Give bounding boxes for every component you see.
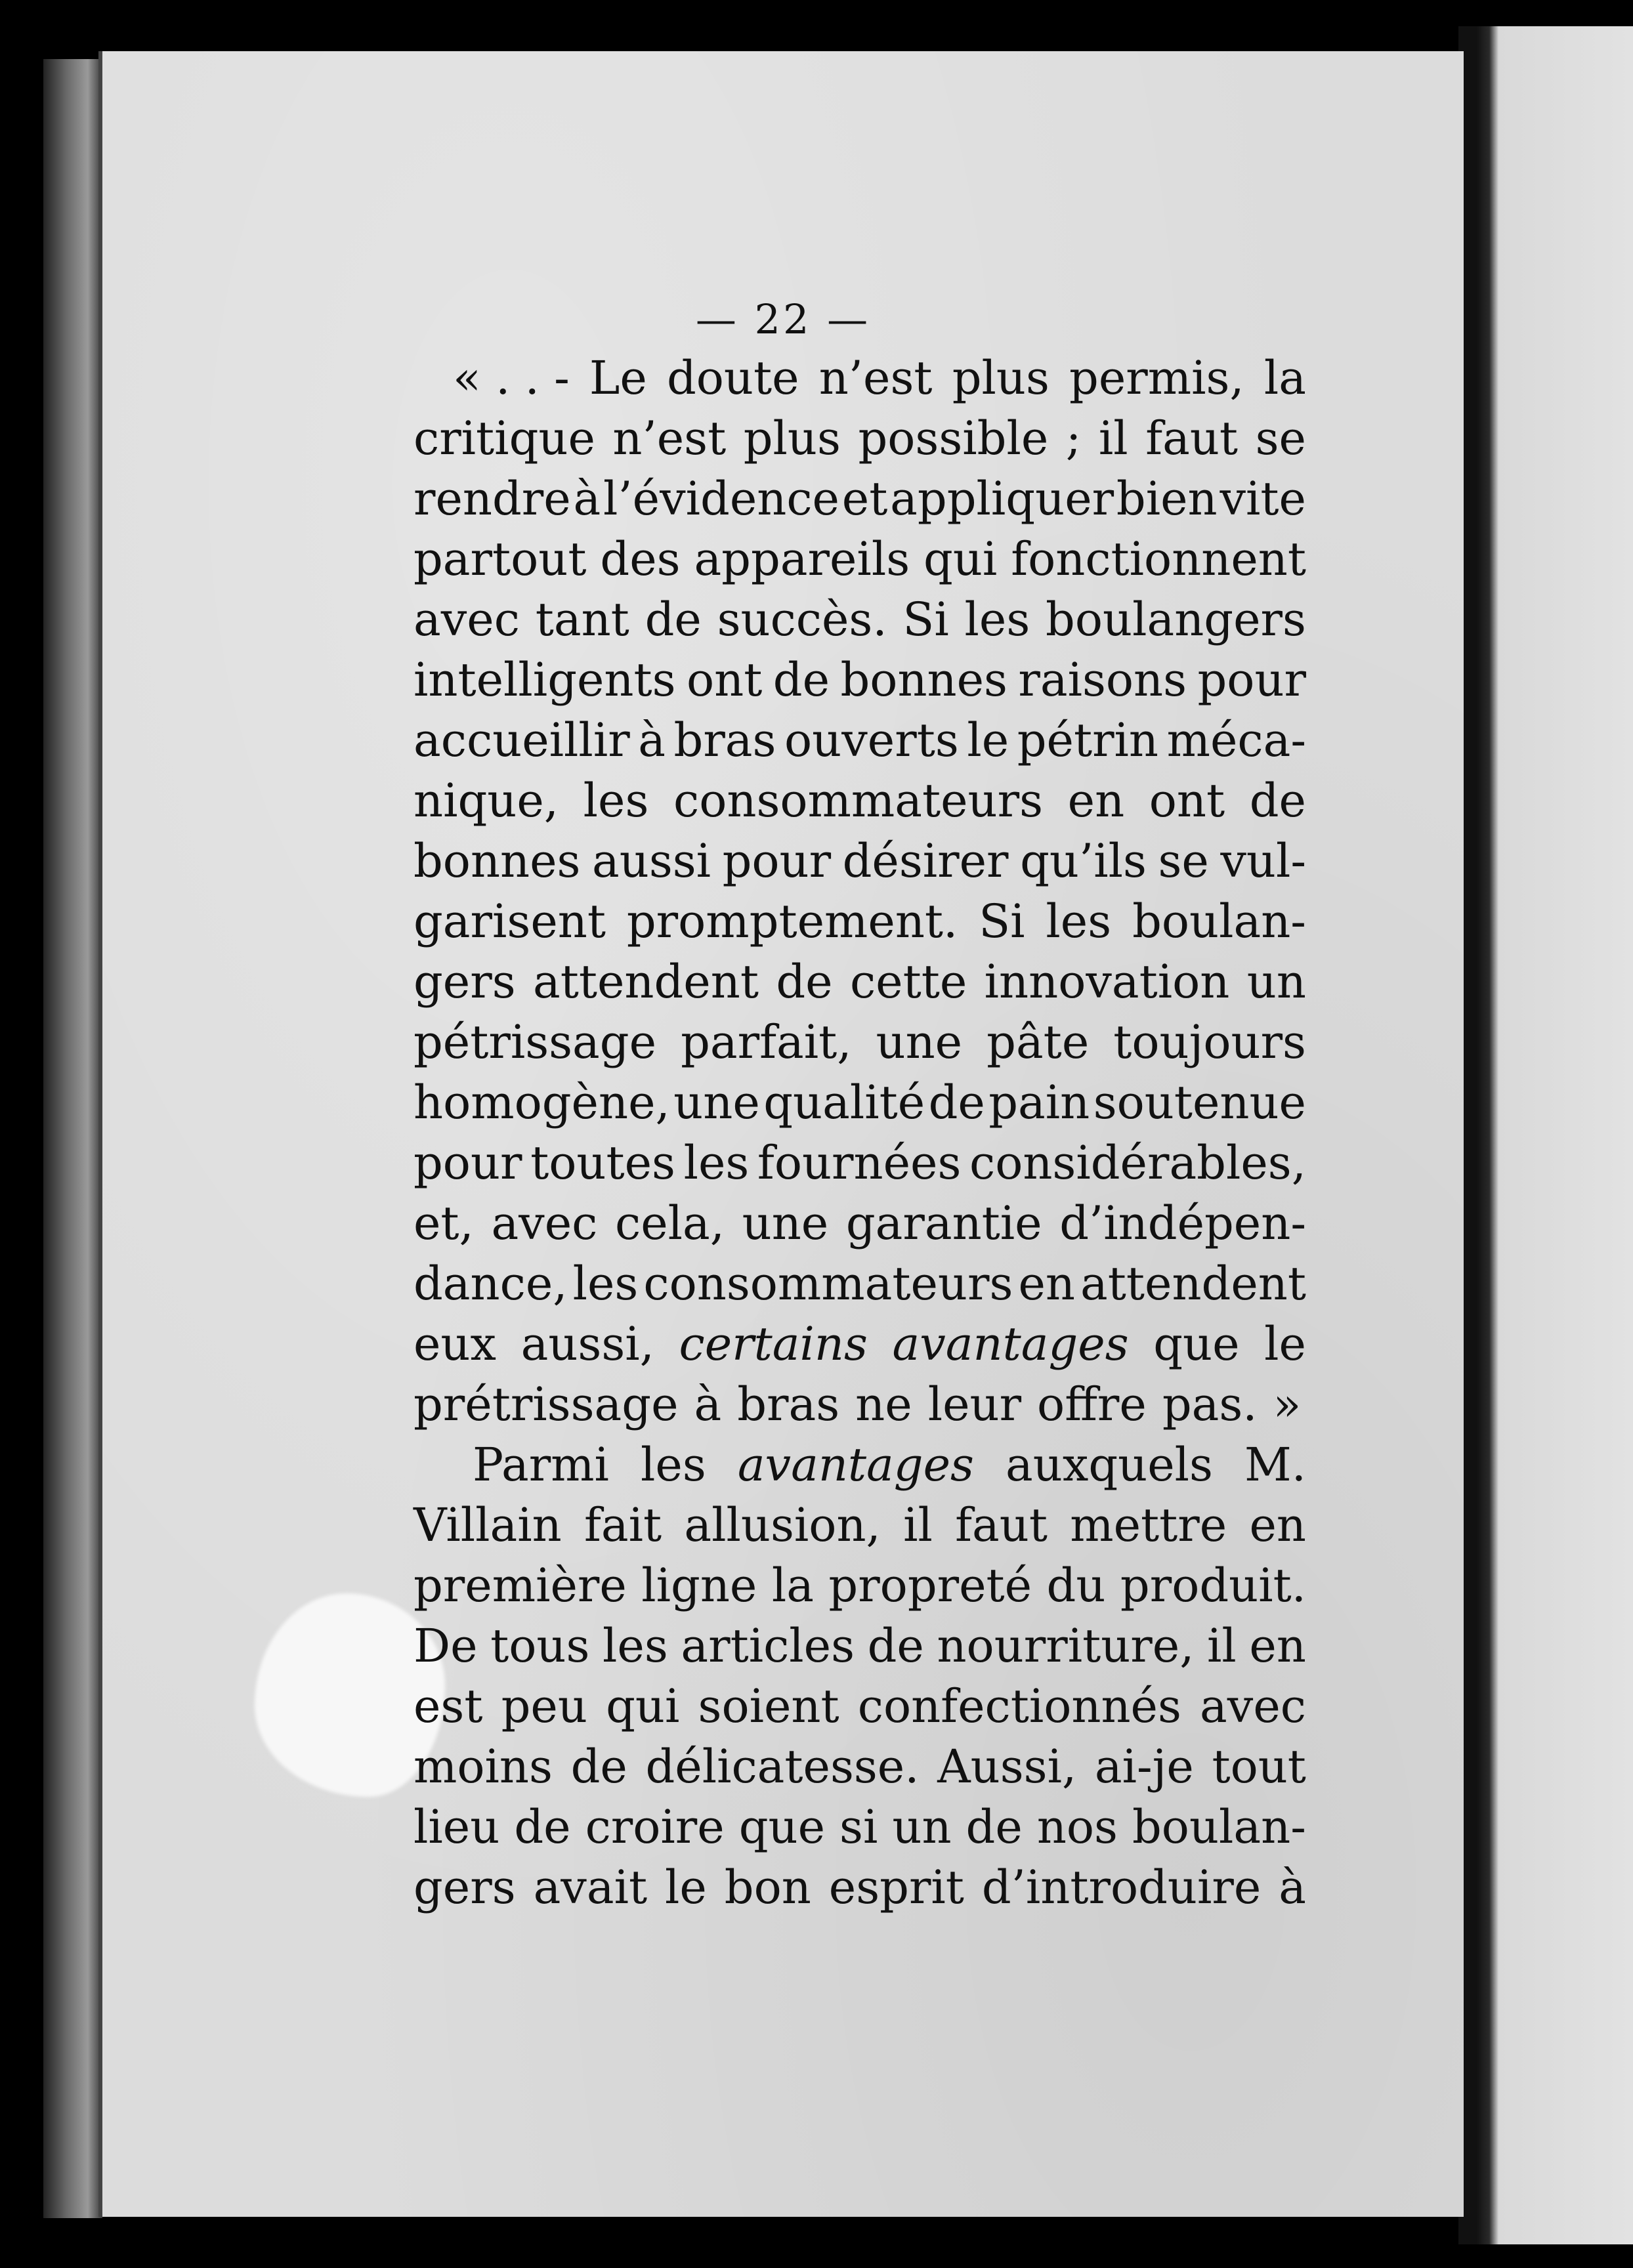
- word: les: [964, 593, 1030, 646]
- text-line: [414, 1555, 1306, 1616]
- word: boulan-: [1132, 894, 1306, 948]
- word: consommateurs: [643, 1257, 1013, 1311]
- word: Parmi: [473, 1438, 609, 1492]
- word: que: [738, 1800, 826, 1854]
- word: le: [665, 1860, 707, 1914]
- word: Le: [589, 351, 647, 405]
- word: qu’ils: [1020, 834, 1147, 888]
- word: il: [1098, 411, 1128, 465]
- word: nique,: [414, 774, 559, 828]
- word: fonctionnent: [1011, 532, 1306, 586]
- word: prétrissage: [414, 1377, 679, 1431]
- word: des: [600, 532, 681, 586]
- word: à: [1279, 1860, 1306, 1914]
- word: esprit: [828, 1860, 964, 1914]
- word: tout: [1212, 1740, 1306, 1794]
- word: eux: [414, 1317, 496, 1371]
- word: si: [839, 1800, 878, 1854]
- word: de: [1249, 774, 1306, 828]
- word: Si: [979, 894, 1025, 948]
- text-line: [414, 1374, 1306, 1435]
- word: la: [771, 1559, 814, 1612]
- word: produit.: [1120, 1559, 1306, 1612]
- word: innovation: [984, 955, 1230, 1009]
- word: première: [414, 1559, 627, 1612]
- word: méca-: [1166, 713, 1306, 767]
- word: appareils: [694, 532, 910, 586]
- word: parfait,: [681, 1015, 852, 1069]
- word: du: [1046, 1559, 1106, 1612]
- word: pain: [988, 1076, 1090, 1129]
- word: tous: [490, 1619, 590, 1673]
- word: pâte: [986, 1015, 1090, 1069]
- text-line: [414, 1193, 1306, 1253]
- text-line: [414, 1797, 1306, 1857]
- word: faut: [1145, 411, 1239, 465]
- word: croire: [585, 1800, 725, 1854]
- text-line: [414, 891, 1306, 952]
- text-line: [414, 1857, 1306, 1918]
- word: à: [694, 1377, 722, 1431]
- text-line: [414, 650, 1306, 710]
- word: de: [965, 1800, 1023, 1854]
- word: rendre: [414, 472, 571, 526]
- word: pétrissage: [414, 1015, 657, 1069]
- word: »: [1273, 1377, 1302, 1431]
- word: les: [603, 1619, 668, 1673]
- text-line: [414, 952, 1306, 1012]
- text-line: [414, 469, 1306, 529]
- word: certains: [679, 1317, 868, 1371]
- word: fait: [583, 1498, 662, 1552]
- word: critique: [414, 411, 595, 465]
- word: bras: [673, 713, 776, 767]
- word: bras: [737, 1377, 840, 1431]
- text-line: [414, 529, 1306, 589]
- word: M.: [1244, 1438, 1306, 1492]
- word: cette: [849, 955, 967, 1009]
- text-line: [414, 1616, 1306, 1676]
- word: avantages: [737, 1438, 974, 1492]
- word: promptement.: [626, 894, 958, 948]
- word: partout: [414, 532, 587, 586]
- word: pas.: [1162, 1377, 1258, 1431]
- text-line: [414, 1253, 1306, 1314]
- word: est: [414, 1679, 483, 1733]
- text-line: [414, 1495, 1306, 1555]
- word: avait: [533, 1860, 648, 1914]
- word: Si: [902, 593, 949, 646]
- word: les: [641, 1438, 706, 1492]
- word: nos: [1036, 1800, 1118, 1854]
- word: désirer: [842, 834, 1009, 888]
- word: que: [1153, 1317, 1240, 1371]
- word: appliquer: [890, 472, 1114, 526]
- word: il: [1207, 1619, 1237, 1673]
- word: n’est: [818, 351, 933, 405]
- word: l’évidence: [603, 472, 839, 526]
- word: attendent: [533, 955, 759, 1009]
- word: les: [1046, 894, 1112, 948]
- text-line: [414, 1072, 1306, 1133]
- word: ;: [1065, 411, 1082, 465]
- text-line: [414, 348, 1306, 408]
- word: plus: [952, 351, 1050, 405]
- word: offre: [1037, 1377, 1147, 1431]
- word: et: [841, 472, 888, 526]
- text-line: [414, 1435, 1306, 1495]
- word: auxquels: [1006, 1438, 1213, 1492]
- word: ne: [855, 1377, 912, 1431]
- word: attendent: [1080, 1257, 1306, 1311]
- word: ont: [1149, 774, 1225, 828]
- word: soient: [698, 1679, 839, 1733]
- word: à: [638, 713, 666, 767]
- word: propreté: [828, 1559, 1032, 1612]
- word: possible: [858, 411, 1049, 465]
- word: vul-: [1220, 834, 1306, 888]
- word: doute: [666, 351, 799, 405]
- word: plus: [743, 411, 841, 465]
- word: dance,: [414, 1257, 568, 1311]
- word: avec: [414, 593, 520, 646]
- word: nourriture,: [937, 1619, 1195, 1673]
- word: avec: [491, 1196, 598, 1250]
- word: tant: [535, 593, 629, 646]
- page-number: — 22 —: [695, 295, 871, 343]
- word: mettre: [1070, 1498, 1227, 1552]
- word: de: [514, 1800, 571, 1854]
- word: garantie: [845, 1196, 1042, 1250]
- word: ont: [687, 653, 763, 707]
- body-text: [414, 348, 1306, 1918]
- word: ligne: [641, 1559, 757, 1612]
- word: intelligents: [414, 653, 676, 707]
- word: à: [573, 472, 601, 526]
- word: toutes: [530, 1136, 675, 1190]
- word: garisent: [414, 894, 606, 948]
- word: faut: [955, 1498, 1048, 1552]
- word: n’est: [612, 411, 727, 465]
- word: aussi: [592, 834, 711, 888]
- text-line: [414, 589, 1306, 650]
- word: pour: [722, 834, 832, 888]
- word: bonnes: [840, 653, 1007, 707]
- text-line: [414, 408, 1306, 469]
- word: un: [1246, 955, 1306, 1009]
- word: de: [645, 593, 702, 646]
- word: avec: [1200, 1679, 1306, 1733]
- word: un: [892, 1800, 952, 1854]
- word: en: [1249, 1498, 1306, 1552]
- word: une: [742, 1196, 829, 1250]
- word: Aussi,: [937, 1740, 1077, 1794]
- word: d’introduire: [981, 1860, 1262, 1914]
- word: accueillir: [414, 713, 630, 767]
- word: de: [776, 955, 833, 1009]
- word: aussi,: [520, 1317, 654, 1371]
- text-line: [414, 710, 1306, 770]
- word: et,: [414, 1196, 474, 1250]
- word: en: [1018, 1257, 1075, 1311]
- word: une: [876, 1015, 963, 1069]
- word: Villain: [414, 1498, 562, 1552]
- word: succès.: [717, 593, 887, 646]
- word: pétrin: [1017, 713, 1159, 767]
- word: ai-je: [1094, 1740, 1194, 1794]
- word: le: [967, 713, 1009, 767]
- word: de: [773, 653, 830, 707]
- word: gers: [414, 1860, 516, 1914]
- word: raisons: [1018, 653, 1187, 707]
- word: pour: [414, 1136, 522, 1190]
- word: qui: [606, 1679, 680, 1733]
- word: boulan-: [1132, 1800, 1306, 1854]
- text-line: [414, 1012, 1306, 1072]
- text-line: [414, 1133, 1306, 1193]
- word: avantages: [892, 1317, 1129, 1371]
- word: de: [570, 1740, 627, 1794]
- word: fournées: [757, 1136, 962, 1190]
- text-line: [414, 770, 1306, 831]
- word: cela,: [614, 1196, 725, 1250]
- word: considérables,: [969, 1136, 1306, 1190]
- word: les: [572, 1257, 639, 1311]
- word: leur: [927, 1377, 1022, 1431]
- word: bon: [724, 1860, 811, 1914]
- word: les: [583, 774, 649, 828]
- word: boulangers: [1046, 593, 1306, 646]
- word: pour: [1197, 653, 1306, 707]
- text-line: [414, 831, 1306, 891]
- word: qui: [923, 532, 998, 586]
- book-spine-left: [43, 59, 102, 2218]
- word: « . . -: [453, 351, 570, 405]
- word: délicatesse.: [645, 1740, 920, 1794]
- word: se: [1255, 411, 1306, 465]
- word: toujours: [1113, 1015, 1306, 1069]
- word: permis,: [1069, 351, 1244, 405]
- word: une: [673, 1076, 760, 1129]
- word: consommateurs: [673, 774, 1044, 828]
- word: d’indépen-: [1059, 1196, 1306, 1250]
- word: de: [867, 1619, 924, 1673]
- word: ouverts: [784, 713, 959, 767]
- text-line: [414, 1676, 1306, 1736]
- word: gers: [414, 955, 516, 1009]
- word: allusion,: [684, 1498, 881, 1552]
- word: De: [414, 1619, 478, 1673]
- word: peu: [501, 1679, 587, 1733]
- word: confectionnés: [857, 1679, 1181, 1733]
- word: vite: [1219, 472, 1306, 526]
- word: articles: [681, 1619, 855, 1673]
- word: bien: [1116, 472, 1218, 526]
- word: bonnes: [414, 834, 581, 888]
- word: en: [1067, 774, 1125, 828]
- word: la: [1263, 351, 1306, 405]
- facing-page-edge: [1477, 26, 1633, 2244]
- word: qualité: [763, 1076, 925, 1129]
- word: les: [683, 1136, 750, 1190]
- word: moins: [414, 1740, 553, 1794]
- word: le: [1264, 1317, 1306, 1371]
- word: se: [1158, 834, 1209, 888]
- text-line: [414, 1314, 1306, 1374]
- text-line: [414, 1736, 1306, 1797]
- word: lieu: [414, 1800, 500, 1854]
- word: de: [928, 1076, 985, 1129]
- word: il: [903, 1498, 933, 1552]
- word: soutenue: [1093, 1076, 1306, 1129]
- word: homogène,: [414, 1076, 670, 1129]
- word: en: [1249, 1619, 1306, 1673]
